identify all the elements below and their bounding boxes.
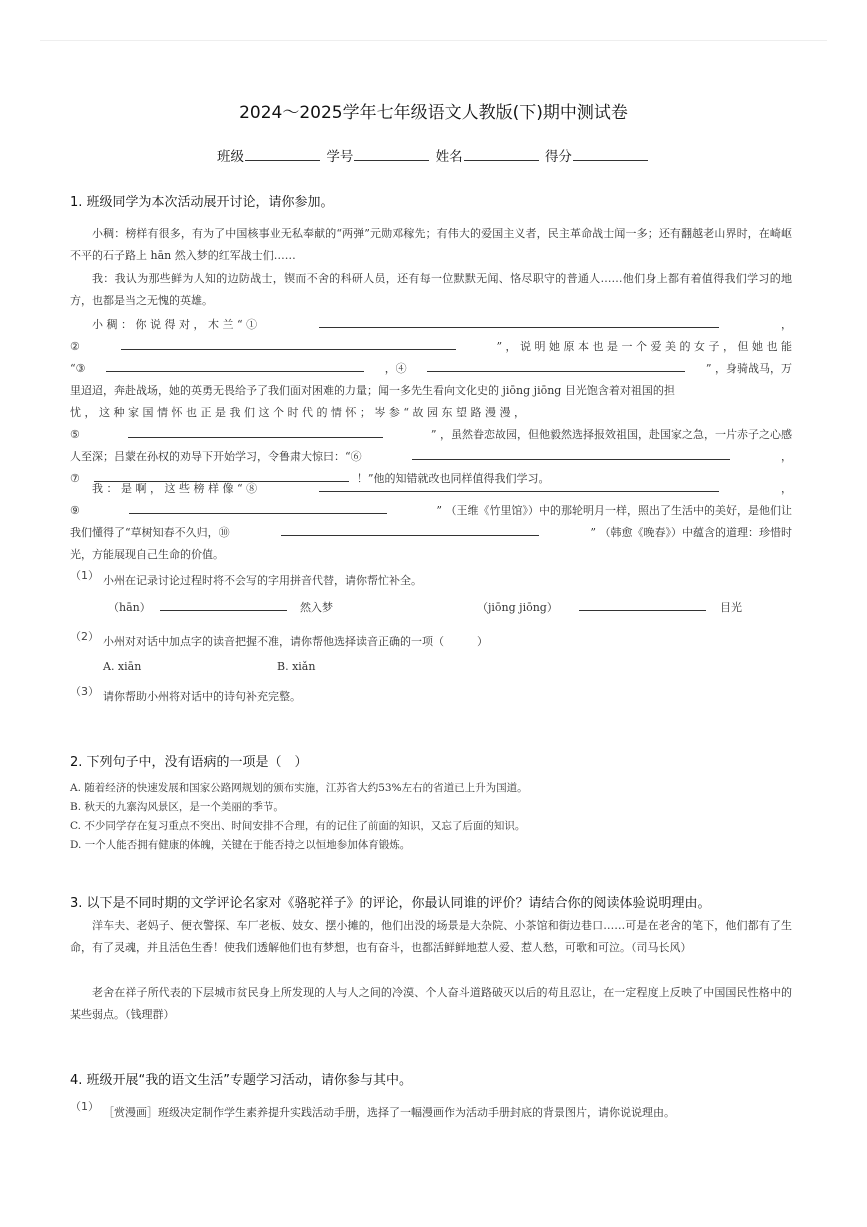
q1-line-6-text: ” ，虽然眷恋故园，但他毅然选择报效祖国，赴国家之急，一片赤子之心感 [430, 428, 792, 441]
class-blank[interactable] [245, 160, 320, 161]
q1-line-5: 忧 ， 这 种 家 国 情 怀 也 正 是 我 们 这 个 时 代 的 情 怀 ； 岑 参 “ 故 园 东 望 路 漫 漫 ， [70, 406, 526, 419]
question-3-paragraph-1: 洋车夫、老妈子、便衣警探、车厂老板、妓女、摆小摊的，他们出没的场景是大杂院、小茶馆和街边巷口……可是在老舍的笔下，他们都有了生命，有了灵魂，并且活色生香！使我们透解他们也有梦想，也有奋斗，也都活鲜鲜地惹人爱、惹人愁，可歌和可泣。（司马长风） [70, 919, 792, 954]
q2-option-d[interactable]: D. 一个人能否拥有健康的体魄，关键在于能否持之以恒地参加体育锻炼。 [70, 839, 411, 851]
q2-option-b[interactable]: B. 秋天的九寨沟风景区，是一个美丽的季节。 [70, 801, 284, 813]
question-3-heading: 3. 以下是不同时期的文学评论名家对《骆驼祥子》的评论，你最认同谁的评价？请结合你的阅读体验说明理由。 [70, 896, 711, 911]
q1-line-3-num: “③ [70, 362, 86, 375]
q1-line-7 [70, 446, 792, 468]
score-blank[interactable] [573, 160, 648, 161]
blank-2[interactable] [121, 336, 456, 350]
blank-9[interactable] [129, 500, 387, 514]
class-label: 班级 [217, 149, 245, 165]
q1-line-10-text: ” （王维《竹里馆》）中的那轮明月一样，照出了生活中的美好，是他们让 [436, 504, 792, 517]
sub-question-3-number: （3） [70, 685, 99, 698]
question-1-heading: 1. 班级同学为本次活动展开讨论，请你参加。 [70, 195, 334, 210]
q1-line-1-text: 小 稠 ： 你 说 得 对 ， 木 兰 “ ① [92, 318, 258, 331]
q1-line-7-text: 人至深；吕蒙在孙权的劝导下开始学习，令鲁肃大惊曰：“⑥ [70, 450, 362, 463]
q1-line-11 [70, 522, 792, 544]
q1-line-12: 光，方能展现自己生命的价值。 [70, 548, 224, 561]
q1-line-7-end: ， [781, 450, 792, 463]
question-4-heading: 4. 班级开展“我的语文生活”专题学习活动，请你参与其中。 [70, 1073, 413, 1088]
q1-line-3 [70, 358, 792, 380]
q1-line-2 [70, 336, 792, 358]
exam-title: 2024～2025学年七年级语文人教版(下)期中测试卷 [239, 103, 628, 123]
q2-option-c[interactable]: C. 不少同学存在复习重点不突出、时间安排不合理，有的记住了前面的知识，又忘了后面的知识。 [70, 820, 526, 832]
score-label: 得分 [544, 149, 572, 165]
sub-question-1-number: （1） [70, 569, 99, 582]
blank-1[interactable] [319, 314, 719, 328]
q1-line-11-text: 我们懂得了“草树知春不久归，⑩ [70, 526, 230, 539]
q1-line-6-num: ⑤ [70, 428, 80, 441]
pinyin-han-context: 然入梦 [300, 601, 333, 614]
q1-line-3-text: ” ，身骑战马，万 [705, 362, 792, 375]
q1-line-4: 里迢迢，奔赴战场，她的英勇无畏给予了我们面对困难的力量；闻一多先生看向文化史的 jiōng jiōng 目光饱含着对祖国的担 [70, 384, 675, 397]
student-info-line [0, 145, 867, 165]
answer-blank-jiong[interactable] [579, 597, 706, 611]
blank-4[interactable] [427, 358, 685, 372]
q1-line-10 [70, 500, 792, 522]
blank-6[interactable] [412, 446, 730, 460]
question-1-paragraph-2: 我：我认为那些鲜为人知的边防战士，锲而不舍的科研人员，还有每一位默默无闻、恪尽职守的普通人……他们身上都有着值得我们学习的地方，也都是当之无愧的英雄。 [70, 272, 792, 307]
q1-line-1 [70, 314, 792, 336]
q1-line-2-num: ② [70, 340, 80, 353]
pinyin-han: （hān） [108, 601, 151, 614]
option-a[interactable]: A. xiān [103, 660, 142, 673]
q1-line-2-text: ” ， 说 明 她 原 本 也 是 一 个 爱 美 的 女 子 ， 但 她 也 能 [496, 340, 792, 353]
sub-question-2-number: （2） [70, 630, 99, 643]
sub-question-1-text: 小州在记录讨论过程时将不会写的字用拼音代替，请你帮忙补全。 [103, 574, 422, 587]
question-1-paragraph-1: 小稠：榜样有很多，有为了中国核事业无私奉献的“两弹”元勋邓稼先；有伟大的爱国主义者，民主革命战士闻一多；还有翻越老山界时，在崎岖不平的石子路上 hān 然入梦的红军战士们…… [70, 227, 792, 262]
pinyin-jiong: （jiōng jiōng） [477, 601, 558, 614]
page-top-rule [40, 40, 827, 41]
q1-line-10-num: ⑨ [70, 504, 80, 517]
q4-sub-question-1-text: ［赏漫画］班级决定制作学生素养提升实践活动手册，选择了一幅漫画作为活动手册封底的背景图片，请你说说理由。 [103, 1106, 675, 1119]
blank-3[interactable] [106, 358, 364, 372]
blank-5[interactable] [128, 424, 383, 438]
sub-question-2-text: 小州对对话中加点字的读音把握不准，请你帮他选择读音正确的一项（ ） [103, 635, 488, 648]
q1-line-8-num: ⑦ [70, 472, 80, 485]
q4-sub-question-1-number: （1） [70, 1100, 99, 1113]
question-3-paragraph-2: 老舍在祥子所代表的下层城市贫民身上所发现的人与人之间的冷漠、个人奋斗道路破灭以后的苟且忍让，在一定程度上反映了中国国民性格中的某些弱点。（钱理群） [70, 986, 792, 1021]
blank-10[interactable] [281, 522, 539, 536]
pinyin-jiong-context: 目光 [720, 601, 742, 614]
q1-line-6 [70, 424, 792, 446]
q1-line-9-text: 我 ： 是 啊 ， 这 些 榜 样 像 “ ⑧ [92, 482, 258, 495]
name-label: 姓名 [435, 149, 463, 165]
name-blank[interactable] [464, 160, 539, 161]
option-b[interactable]: B. xiǎn [277, 660, 316, 673]
q1-line-8-text: ！”他的知错就改也同样值得我们学习。 [356, 472, 550, 485]
q1-line-9 [70, 478, 792, 500]
q2-option-a[interactable]: A. 随着经济的快速发展和国家公路网规划的颁布实施，江苏省大约53%左右的省道已上升为国道。 [70, 782, 528, 794]
answer-blank-han[interactable] [160, 597, 287, 611]
q1-line-3-num4: ，④ [384, 362, 407, 375]
q1-line-11-end: ” （韩愈《晚春》）中蕴含的道理：珍惜时 [590, 526, 792, 539]
student-id-label: 学号 [326, 149, 354, 165]
sub-question-3-text: 请你帮助小州将对话中的诗句补充完整。 [103, 690, 301, 703]
q1-line-1-end: ， [781, 318, 792, 331]
student-id-blank[interactable] [354, 160, 429, 161]
q1-line-9-end: ， [781, 482, 792, 495]
blank-8[interactable] [319, 478, 719, 492]
question-2-heading: 2. 下列句子中，没有语病的一项是（ ） [70, 755, 308, 770]
